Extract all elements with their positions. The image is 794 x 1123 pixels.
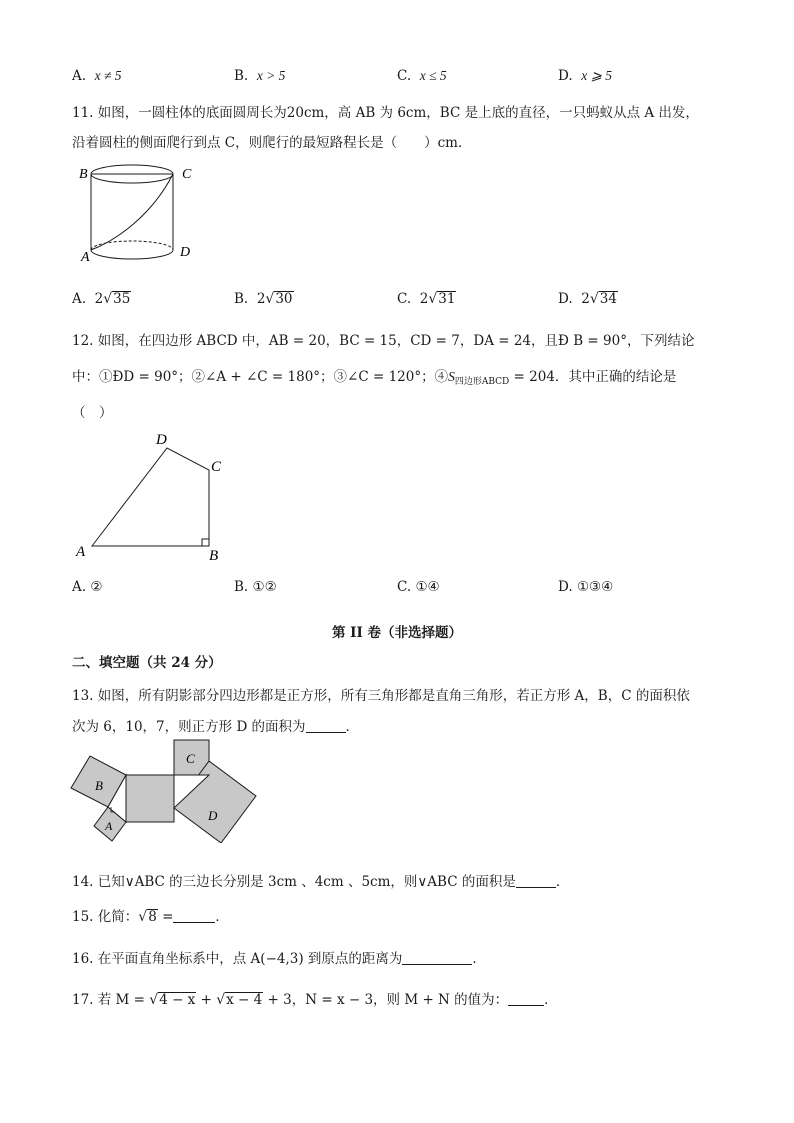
right-angle-mark-b [202,539,209,546]
q11-text-line1: 11. 如图，一圆柱体的底面圆周长为20cm，高 AB 为 6cm，BC 是上底的直径，一只蚂蚁从点 A 出发， [72,105,699,121]
sqrt-sign: √ [428,291,438,307]
q10-option-d[interactable]: D. x ⩾ 5 [558,68,613,84]
q12-option-d[interactable]: D. ①③④ [558,579,614,595]
cylinder-bottom-back [91,241,173,250]
quadrilateral-abcd [92,448,209,546]
ant-path-curve [91,174,173,250]
q12-text-line1: 12. 如图，在四边形 ABCD 中，AB = 20，BC = 15，CD = 7，DA = 24，且Ð B = 90°，下列结论 [72,333,695,349]
q15-answer-blank[interactable] [173,910,215,923]
part2-title: 第 II 卷（非选择题） [331,625,463,641]
q13-text-line2: 次为 6，10，7，则正方形 D 的面积为 ． [72,719,360,735]
label-c: C [211,459,222,475]
q12-quadrilateral-figure [72,428,232,568]
q10-option-c[interactable]: C. x ≤ 5 [397,68,447,84]
label-b: B [95,778,103,793]
center-square [126,775,174,822]
q13-text-line1: 13. 如图，所有阴影部分四边形都是正方形，所有三角形都是直角三角形，若正方形 A，B，C 的面积依 [72,688,690,704]
label-d: D [180,245,191,260]
q10-option-a[interactable]: A. x ≠ 5 [72,68,122,84]
sqrt-sign: √ [265,291,275,307]
q11-cylinder-figure [72,160,207,270]
q12-option-a[interactable]: A. ② [72,579,103,595]
label-a: A [105,819,113,833]
sqrt-sign: √ [138,909,148,925]
sqrt-sign: √ [103,291,113,307]
label-b: B [79,167,88,182]
q13-answer-blank[interactable] [306,720,346,733]
q16-text: 16. 在平面直角坐标系中，点 A(−4,3) 到原点的距离为 ． [72,951,486,967]
sqrt-sign: √ [216,992,226,1008]
q11-option-d[interactable]: D. 2√34 [558,291,617,307]
label-c: C [182,167,192,182]
q17-answer-blank[interactable] [508,993,544,1006]
q13-squares-figure [70,738,265,843]
label-a: A [81,250,90,265]
section2-title: 二、填空题（共 24 分） [72,655,222,671]
label-c: C [186,751,195,766]
q11-option-a[interactable]: A. 2√35 [72,291,131,307]
q12-option-b[interactable]: B. ①② [234,579,277,595]
q14-answer-blank[interactable] [516,875,556,888]
q12-text-line3: （ ） [72,405,113,421]
q17-text: 17. 若 M = √4 − x + √x − 4 + 3，N = x − 3，则 M + N 的值为： ． [72,992,558,1008]
q10-option-b[interactable]: B. x > 5 [234,68,286,84]
q12-option-c[interactable]: C. ①④ [397,579,440,595]
label-d: D [156,432,167,448]
q15-text: 15. 化简：√8 = ． [72,909,229,925]
q16-answer-blank[interactable] [402,952,472,965]
q11-text-line2: 沿着圆柱的侧面爬行到点 C，则爬行的最短路程长是（ ）cm． [72,135,472,151]
sqrt-sign: √ [589,291,599,307]
q11-option-b[interactable]: B. 2√30 [234,291,293,307]
q11-option-c[interactable]: C. 2√31 [397,291,456,307]
q14-text: 14. 已知∨ABC 的三边长分别是 3cm 、4cm 、5cm，则∨ABC 的面积是 ． [72,874,570,890]
q12-text-line2: 中：①ÐD = 90°；②∠A + ∠C = 180°；③∠C = 120°；$④S_{四边形ABCD} = 204$．其中正确的结论是 [72,369,677,387]
cylinder-bottom-front [91,250,173,259]
label-a: A [76,544,86,560]
label-b: B [209,548,219,564]
label-d: D [208,808,218,823]
sqrt-sign: √ [149,992,159,1008]
